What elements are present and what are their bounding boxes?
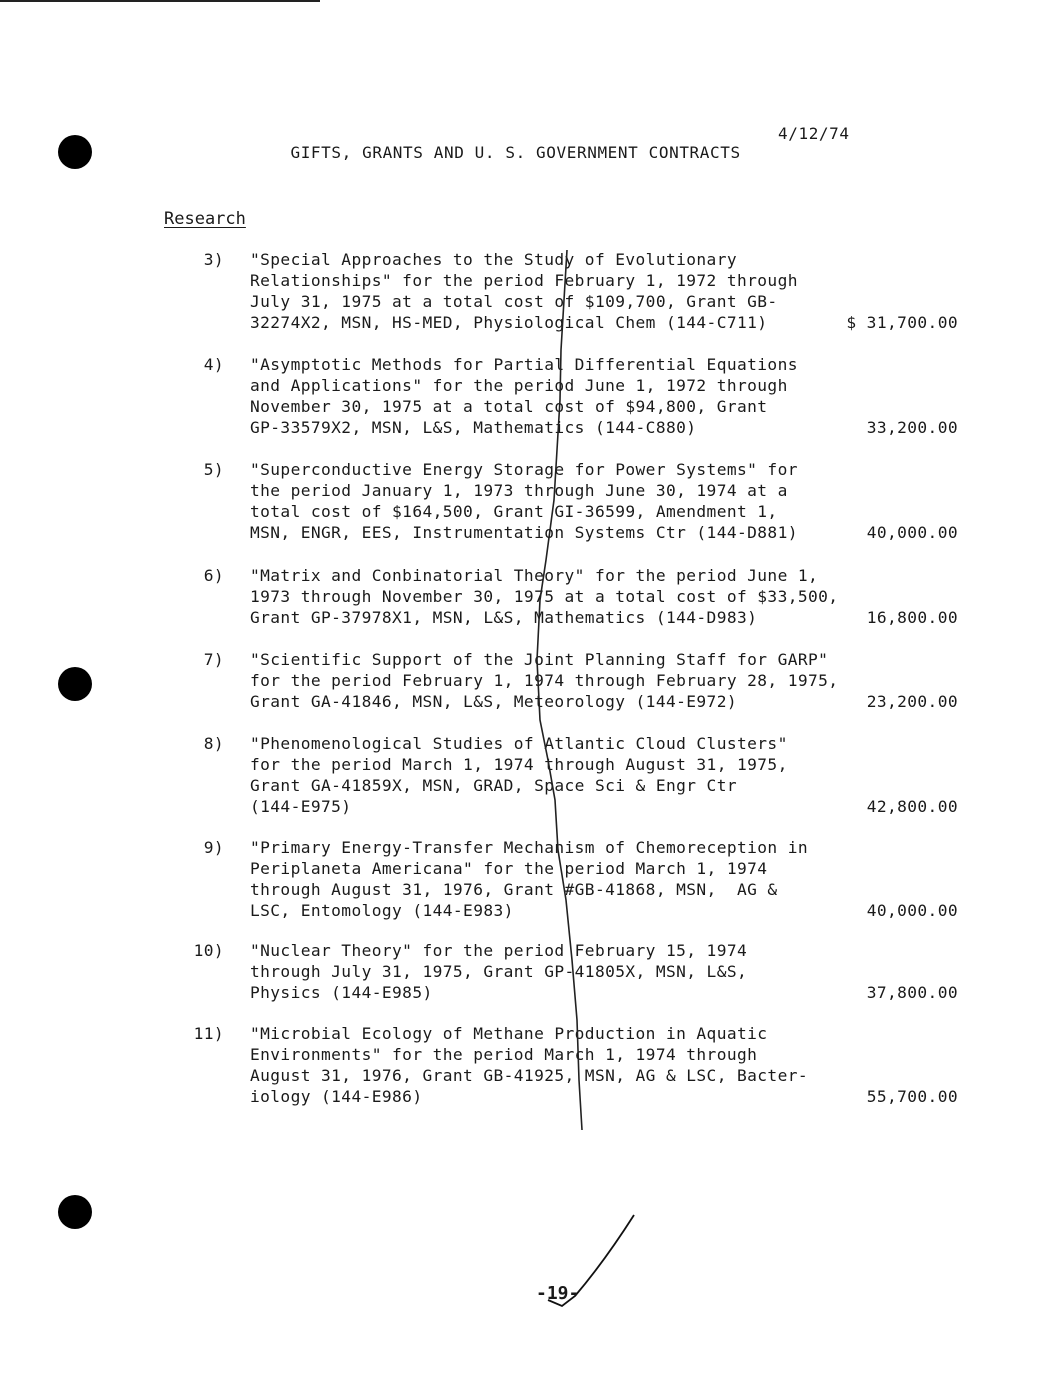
description-line: for the period March 1, 1974 through August 31, 1975,	[250, 754, 788, 774]
description-line: total cost of $164,500, Grant GI-36599, Amendment 1,	[250, 501, 778, 521]
description-line: Grant GA-41859X, MSN, GRAD, Space Sci & Engr Ctr	[250, 775, 737, 795]
description-line: August 31, 1976, Grant GB-41925, MSN, AG & LSC, Bacter-	[250, 1065, 809, 1085]
description-line: Periplaneta Americana" for the period March 1, 1974	[250, 858, 768, 878]
description-line: "Microbial Ecology of Methane Production in Aquatic	[250, 1024, 768, 1043]
item-number: 9)	[203, 838, 224, 857]
description-line: "Matrix and Conbinatorial Theory" for the period June 1,	[250, 566, 819, 585]
description-line: 1973 through November 30, 1975 at a total cost of $33,500,	[250, 586, 839, 606]
item-amount: 40,000.00	[866, 522, 958, 542]
item-amount: 33,200.00	[866, 417, 958, 437]
description-line: iology (144-E986)	[250, 1086, 423, 1106]
description-line: "Phenomenological Studies of Atlantic Cloud Clusters"	[250, 734, 788, 753]
description-line: through August 31, 1976, Grant #GB-41868, MSN, AG &	[250, 879, 778, 899]
item-number: 3)	[203, 250, 224, 269]
item-number: 8)	[203, 734, 224, 753]
description-line: "Asymptotic Methods for Partial Differential Equations	[250, 355, 798, 374]
description-line: July 31, 1975 at a total cost of $109,700, Grant GB-	[250, 291, 778, 311]
description-line: MSN, ENGR, EES, Instrumentation Systems Ctr (144-D881)	[250, 522, 798, 542]
description-line: through July 31, 1975, Grant GP-41805X, MSN, L&S,	[250, 961, 748, 981]
document-date: 4/12/74	[778, 124, 850, 143]
item-number: 10)	[193, 941, 224, 960]
description-line: "Nuclear Theory" for the period February 15, 1974	[250, 941, 748, 960]
description-line: November 30, 1975 at a total cost of $94,800, Grant	[250, 396, 768, 416]
item-number: 11)	[193, 1024, 224, 1043]
item-amount: 55,700.00	[866, 1086, 958, 1106]
item-number: 6)	[203, 566, 224, 585]
description-line: the period January 1, 1973 through June 30, 1974 at a	[250, 480, 788, 500]
description-line: Relationships" for the period February 1, 1972 through	[250, 270, 798, 290]
description-line: Physics (144-E985)	[250, 982, 433, 1002]
item-amount: 40,000.00	[866, 900, 958, 920]
item-amount: $ 31,700.00	[846, 312, 958, 332]
item-number: 4)	[203, 355, 224, 374]
description-line: 32274X2, MSN, HS-MED, Physiological Chem (144-C711)	[250, 312, 768, 332]
item-number: 7)	[203, 650, 224, 669]
document-title: GIFTS, GRANTS AND U. S. GOVERNMENT CONTRACTS	[290, 143, 741, 162]
item-amount: 16,800.00	[866, 607, 958, 627]
description-line: "Superconductive Energy Storage for Power Systems" for	[250, 460, 798, 479]
item-number: 5)	[203, 460, 224, 479]
description-line: "Scientific Support of the Joint Planning Staff for GARP"	[250, 650, 829, 669]
item-amount: 42,800.00	[866, 796, 958, 816]
description-line: LSC, Entomology (144-E983)	[250, 900, 514, 920]
description-line: (144-E975)	[250, 796, 352, 816]
description-line: and Applications" for the period June 1, 1972 through	[250, 375, 788, 395]
description-line: for the period February 1, 1974 through February 28, 1975,	[250, 670, 839, 690]
description-line: Grant GP-37978X1, MSN, L&S, Mathematics (144-D983)	[250, 607, 758, 627]
item-amount: 23,200.00	[866, 691, 958, 711]
description-line: Grant GA-41846, MSN, L&S, Meteorology (144-E972)	[250, 691, 737, 711]
section-heading: Research	[164, 209, 246, 229]
description-line: GP-33579X2, MSN, L&S, Mathematics (144-C880)	[250, 417, 697, 437]
item-amount: 37,800.00	[866, 982, 958, 1002]
description-line: Environments" for the period March 1, 1974 through	[250, 1044, 758, 1064]
page-number: -19-	[536, 1283, 580, 1304]
description-line: "Primary Energy-Transfer Mechanism of Chemoreception in	[250, 838, 809, 857]
description-line: "Special Approaches to the Study of Evolutionary	[250, 250, 737, 269]
